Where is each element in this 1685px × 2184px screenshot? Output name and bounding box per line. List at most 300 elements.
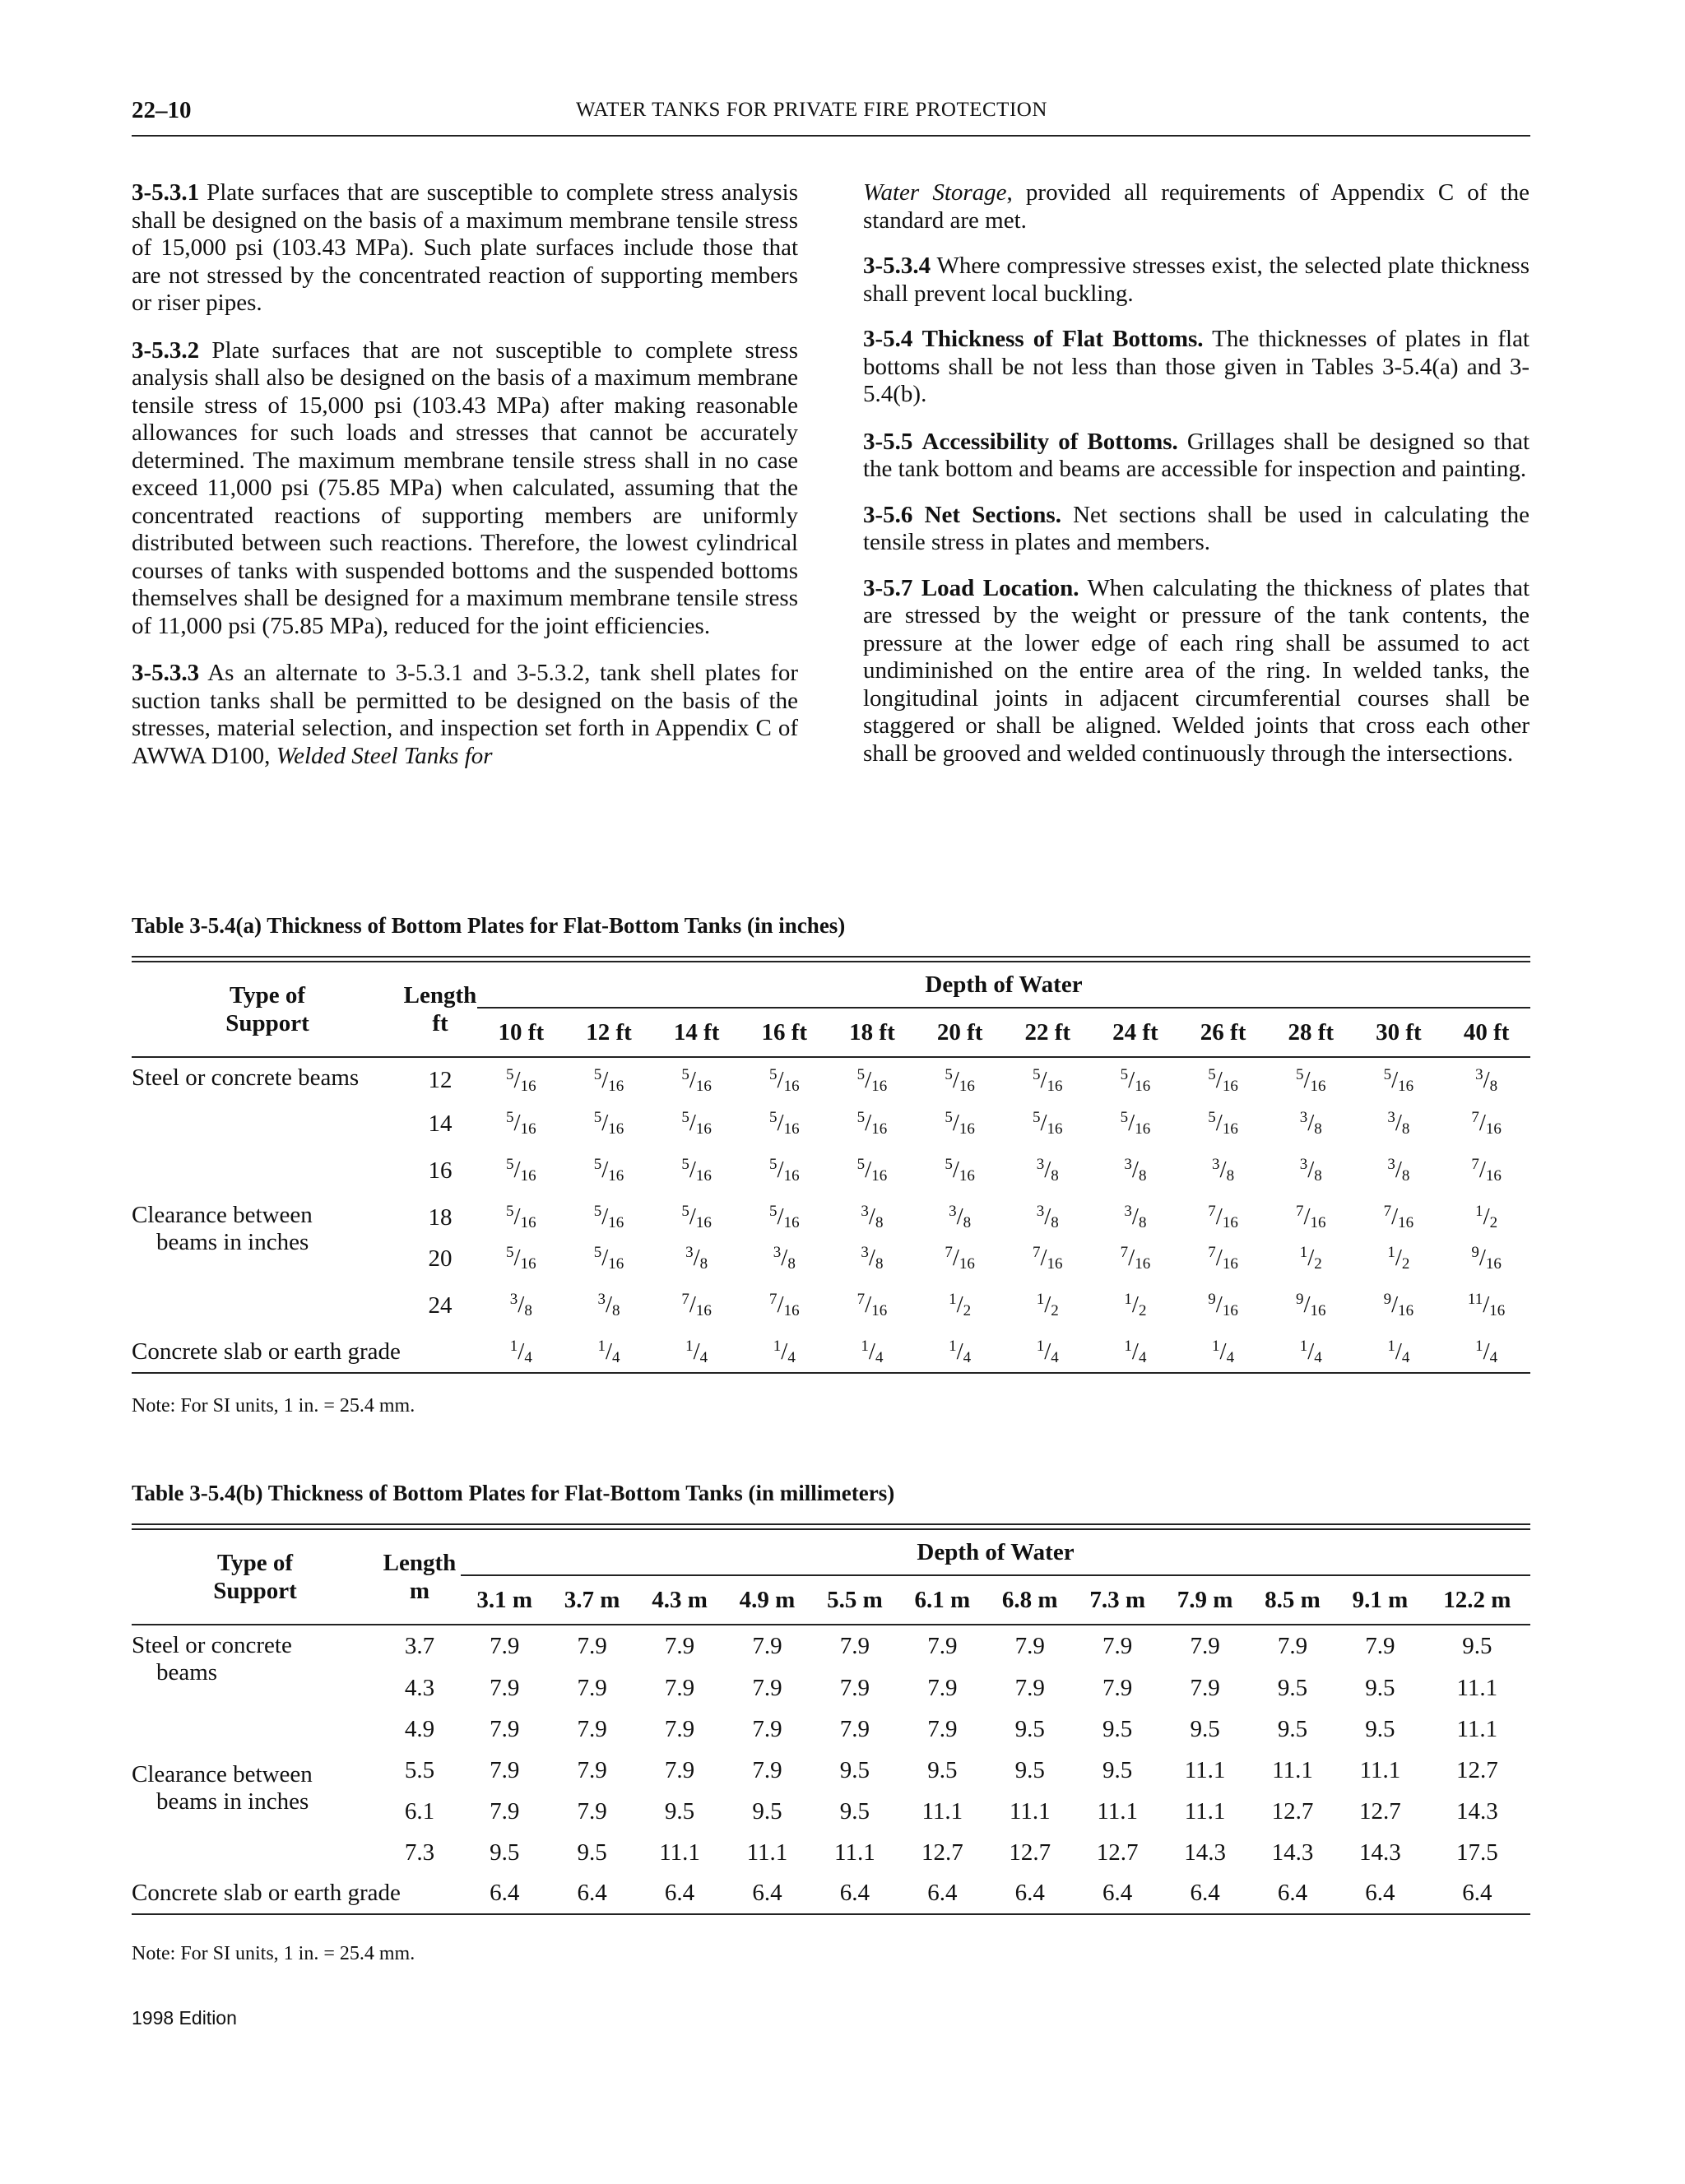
fraction-slash: / <box>952 1157 959 1183</box>
thickness-value: 7.9 <box>490 1715 520 1742</box>
numerator: 7 <box>769 1291 778 1308</box>
thickness-value <box>740 1057 829 1103</box>
thickness-value <box>1267 1238 1355 1279</box>
table-row <box>132 1332 1530 1373</box>
thickness-value <box>1355 1332 1443 1373</box>
paragraph-text: Net sections shall be used in calculating the tensile stress in plates and members. <box>863 501 1529 555</box>
depth-of-water-header: Depth of Water <box>461 1530 1530 1575</box>
fraction <box>510 1338 532 1365</box>
numerator: 7 <box>1208 1203 1216 1220</box>
thickness-value: 7.9 <box>490 1797 520 1825</box>
fraction <box>1121 1245 1151 1271</box>
reference-title: Water Storage <box>863 179 1007 206</box>
numerator: 5 <box>1208 1109 1216 1126</box>
thickness-value: 7.9 <box>752 1715 782 1742</box>
thickness-value: 6.4 <box>1074 1873 1161 1914</box>
thickness-value: 6.4 <box>986 1873 1074 1914</box>
fraction-slash: / <box>1478 1245 1486 1271</box>
thickness-value: 12.7 <box>1096 1839 1139 1866</box>
thickness-value <box>477 1279 565 1332</box>
fraction-slash: / <box>777 1066 784 1093</box>
fraction-slash: / <box>952 1110 959 1136</box>
numerator: 1 <box>1299 1337 1308 1355</box>
numerator: 1 <box>1036 1291 1045 1308</box>
numerator: 1 <box>861 1337 869 1355</box>
denominator: 16 <box>959 1077 975 1095</box>
denominator: 4 <box>524 1348 532 1366</box>
fraction <box>857 1157 888 1183</box>
fraction <box>1208 1291 1238 1318</box>
header-row <box>132 962 1530 1008</box>
fraction-slash: / <box>956 1291 963 1318</box>
thickness-value: 9.5 <box>1277 1674 1308 1701</box>
section-number: 3-5.5 <box>863 428 913 455</box>
denominator: 4 <box>1489 1348 1498 1366</box>
numerator: 5 <box>1032 1065 1041 1083</box>
thickness-value <box>477 1144 565 1197</box>
numerator: 3 <box>509 1291 518 1308</box>
length-value: 4.3 <box>404 1674 435 1701</box>
depth-column-header: 30 ft <box>1355 1008 1443 1057</box>
fraction-slash: / <box>513 1203 521 1230</box>
thickness-value: 9.5 <box>490 1839 520 1866</box>
denominator: 16 <box>520 1255 536 1273</box>
paragraph-3-5-4 <box>863 326 1529 409</box>
numerator: 5 <box>1032 1109 1041 1126</box>
numerator: 1 <box>1387 1244 1395 1261</box>
thickness-value <box>1267 1144 1355 1197</box>
fraction-slash: / <box>1044 1338 1051 1365</box>
fraction-slash: / <box>1483 1203 1490 1230</box>
denominator: 2 <box>963 1302 972 1319</box>
thickness-value: 7.9 <box>1190 1633 1220 1659</box>
thickness-value <box>1004 1197 1092 1238</box>
label-line: Clearance between <box>132 1202 313 1228</box>
fraction-slash: / <box>868 1338 875 1365</box>
thickness-value: 11.1 <box>1456 1715 1498 1742</box>
denominator: 4 <box>612 1348 620 1366</box>
fraction-slash: / <box>1307 1245 1315 1271</box>
denominator: 16 <box>608 1120 624 1138</box>
numerator: 7 <box>1120 1244 1129 1261</box>
fraction-slash: / <box>1303 1203 1311 1230</box>
fraction-slash: / <box>689 1291 696 1318</box>
fraction-slash: / <box>868 1203 875 1230</box>
thickness-value <box>565 1238 653 1279</box>
numerator: 1 <box>949 1337 957 1355</box>
denominator: 16 <box>1222 1077 1238 1095</box>
numerator: 5 <box>681 1156 689 1173</box>
fraction <box>1208 1110 1238 1136</box>
fraction-slash: / <box>513 1066 521 1093</box>
fraction-slash: / <box>1307 1110 1315 1136</box>
thickness-value <box>740 1279 829 1332</box>
numerator: 1 <box>1387 1337 1395 1355</box>
fraction <box>1475 1203 1497 1230</box>
fraction <box>1033 1110 1063 1136</box>
numerator: 3 <box>1387 1156 1395 1173</box>
fraction-slash: / <box>1483 1066 1490 1093</box>
paragraph-text: , provided all requirements of Appendix C of the standard are met. <box>863 179 1529 234</box>
thickness-value: 9.5 <box>1365 1674 1395 1701</box>
fraction <box>681 1203 712 1230</box>
fraction <box>681 1067 712 1093</box>
thickness-value <box>1179 1279 1267 1332</box>
numerator: 3 <box>949 1203 957 1220</box>
thickness-value <box>740 1103 829 1144</box>
support-type-label: Concrete slab or earth grade <box>132 1332 477 1373</box>
fraction-slash: / <box>513 1157 521 1183</box>
denominator: 16 <box>520 1167 536 1185</box>
fraction <box>1300 1245 1322 1271</box>
denominator: 16 <box>1310 1077 1326 1095</box>
fraction <box>945 1245 975 1271</box>
numerator: 5 <box>506 1244 514 1261</box>
denominator: 16 <box>959 1255 975 1273</box>
fraction <box>1471 1245 1502 1271</box>
thickness-value <box>1442 1144 1530 1197</box>
section-number: 3-5.3.4 <box>863 253 931 279</box>
thickness-value: 6.4 <box>548 1873 635 1914</box>
fraction <box>685 1338 708 1365</box>
fraction-slash: / <box>1391 1203 1399 1230</box>
header-line: ft <box>432 1010 448 1036</box>
label-line: Clearance between <box>132 1761 313 1788</box>
fraction <box>1296 1203 1326 1230</box>
fraction-slash: / <box>1215 1110 1223 1136</box>
support-type-label <box>132 1709 378 1873</box>
label-line: beams <box>156 1659 218 1686</box>
numerator: 3 <box>1299 1109 1308 1126</box>
depth-column-header: 14 ft <box>652 1008 740 1057</box>
fraction <box>773 1338 796 1365</box>
fraction-slash: / <box>952 1245 959 1271</box>
thickness-value: 6.4 <box>1249 1873 1336 1914</box>
denominator: 16 <box>520 1120 536 1138</box>
right-column <box>863 179 1529 786</box>
fraction <box>1037 1291 1059 1318</box>
denominator: 16 <box>1398 1077 1414 1095</box>
fraction-slash: / <box>1395 1338 1402 1365</box>
fraction-slash: / <box>1040 1245 1047 1271</box>
fraction-slash: / <box>1307 1157 1315 1183</box>
fraction-slash: / <box>865 1066 872 1093</box>
header-line: Support <box>213 1578 297 1604</box>
thickness-value <box>1355 1144 1443 1197</box>
fraction <box>1124 1157 1146 1183</box>
denominator: 8 <box>1138 1214 1147 1231</box>
thickness-value: 11.1 <box>834 1839 875 1866</box>
thickness-value: 14.3 <box>1455 1797 1498 1825</box>
numerator: 3 <box>685 1244 694 1261</box>
fraction <box>1212 1338 1234 1365</box>
numerator: 5 <box>945 1109 953 1126</box>
fraction <box>681 1291 712 1318</box>
denominator: 16 <box>783 1167 800 1185</box>
fraction <box>1384 1067 1414 1093</box>
numerator: 5 <box>593 1203 602 1220</box>
section-heading: Load Location. <box>921 574 1079 601</box>
fraction <box>1124 1203 1146 1230</box>
depth-column-header: 7.3 m <box>1074 1575 1161 1625</box>
numerator: 5 <box>1120 1109 1129 1126</box>
fraction-slash: / <box>1044 1157 1051 1183</box>
table-row <box>132 1144 1530 1197</box>
fraction <box>1475 1067 1497 1093</box>
fraction-slash: / <box>1215 1066 1223 1093</box>
fraction-slash: / <box>781 1338 788 1365</box>
thickness-value <box>1442 1332 1530 1373</box>
thickness-value <box>829 1103 917 1144</box>
denominator: 8 <box>1489 1077 1498 1095</box>
thickness-value: 11.1 <box>1272 1756 1313 1783</box>
fraction-slash: / <box>1395 1157 1402 1183</box>
fraction-slash: / <box>1391 1066 1399 1093</box>
thickness-value: 9.5 <box>1190 1715 1220 1742</box>
fraction-slash: / <box>1215 1291 1223 1318</box>
page-header <box>132 92 1530 137</box>
fraction-slash: / <box>1128 1110 1135 1136</box>
numerator: 5 <box>1208 1065 1216 1083</box>
fraction-slash: / <box>601 1245 609 1271</box>
numerator: 3 <box>1036 1203 1045 1220</box>
thickness-value <box>477 1057 565 1103</box>
fraction <box>769 1203 800 1230</box>
thickness-value <box>1267 1332 1355 1373</box>
thickness-value <box>1442 1279 1530 1332</box>
paragraph-text: The thicknesses of plates in flat bottoms shall be not less than those given in Tables 3-5.4(a) and 3-5.4(b). <box>863 326 1529 407</box>
thickness-value <box>652 1332 740 1373</box>
numerator: 7 <box>1383 1203 1392 1220</box>
numerator: 1 <box>949 1291 957 1308</box>
numerator: 7 <box>856 1291 866 1308</box>
fraction-slash: / <box>1483 1338 1490 1365</box>
thickness-value: 7.9 <box>577 1633 607 1659</box>
fraction-slash: / <box>1395 1245 1402 1271</box>
fraction-slash: / <box>868 1245 875 1271</box>
numerator: 3 <box>1212 1156 1220 1173</box>
fraction-slash: / <box>777 1110 784 1136</box>
denominator: 8 <box>1051 1167 1059 1185</box>
section-number: 3-5.3.2 <box>132 336 200 364</box>
fraction <box>861 1245 883 1271</box>
thickness-value: 7.9 <box>1014 1674 1045 1701</box>
fraction-slash: / <box>956 1203 963 1230</box>
fraction <box>1475 1338 1497 1365</box>
thickness-value: 7.9 <box>577 1756 607 1783</box>
table-row <box>132 1057 1530 1103</box>
thickness-value <box>565 1103 653 1144</box>
support-type-label: Steel or concrete beams <box>132 1064 360 1091</box>
thickness-value <box>652 1197 740 1238</box>
fraction <box>1121 1067 1151 1093</box>
denominator: 16 <box>695 1214 712 1231</box>
thickness-value <box>477 1238 565 1279</box>
fraction <box>506 1245 536 1271</box>
thickness-value: 7.9 <box>490 1756 520 1783</box>
thickness-value: 9.5 <box>1102 1756 1133 1783</box>
depth-column-header: 4.9 m <box>723 1575 810 1625</box>
paragraph-3-5-3-3 <box>132 660 798 770</box>
thickness-value <box>740 1197 829 1238</box>
fraction-slash: / <box>1478 1157 1486 1183</box>
numerator: 9 <box>1295 1291 1304 1308</box>
table-b-note: Note: For SI units, 1 in. = 25.4 mm. <box>132 1943 415 1964</box>
thickness-value: 9.5 <box>839 1756 870 1783</box>
thickness-value <box>1004 1238 1092 1279</box>
fraction <box>1384 1291 1414 1318</box>
numerator: 5 <box>856 1109 866 1126</box>
denominator: 8 <box>875 1255 884 1273</box>
denominator: 4 <box>699 1348 708 1366</box>
depth-column-header: 12.2 m <box>1424 1575 1530 1625</box>
table-a-note: Note: For SI units, 1 in. = 25.4 mm. <box>132 1395 415 1417</box>
depth-column-header: 20 ft <box>916 1008 1004 1057</box>
fraction <box>1121 1110 1151 1136</box>
depth-column-header: 40 ft <box>1442 1008 1530 1057</box>
fraction-slash: / <box>1131 1338 1139 1365</box>
numerator: 9 <box>1471 1244 1479 1261</box>
thickness-value <box>1267 1103 1355 1144</box>
fraction <box>506 1157 536 1183</box>
thickness-value <box>1092 1103 1180 1144</box>
thickness-value <box>1179 1197 1267 1238</box>
denominator: 16 <box>608 1077 624 1095</box>
numerator: 5 <box>769 1156 778 1173</box>
thickness-value: 7.9 <box>490 1674 520 1701</box>
fraction-slash: / <box>1131 1157 1139 1183</box>
thickness-value <box>829 1144 917 1197</box>
thickness-value: 7.9 <box>577 1797 607 1825</box>
thickness-value <box>652 1057 740 1103</box>
thickness-value <box>1092 1279 1180 1332</box>
fraction-slash: / <box>689 1203 696 1230</box>
depth-column-header: 4.3 m <box>636 1575 723 1625</box>
denominator: 16 <box>1135 1255 1151 1273</box>
edition-footer: 1998 Edition <box>132 2007 237 2029</box>
fraction-slash: / <box>601 1203 609 1230</box>
denominator: 16 <box>959 1167 975 1185</box>
denominator: 4 <box>1226 1348 1235 1366</box>
numerator: 5 <box>1295 1065 1304 1083</box>
thickness-value: 12.7 <box>1359 1797 1401 1825</box>
fraction-slash: / <box>956 1338 963 1365</box>
numerator: 3 <box>1475 1065 1483 1083</box>
table-row <box>132 1625 1530 1667</box>
fraction <box>949 1203 971 1230</box>
denominator: 4 <box>1314 1348 1322 1366</box>
left-column <box>132 179 798 788</box>
thickness-value: 11.1 <box>1184 1797 1226 1825</box>
denominator: 16 <box>695 1077 712 1095</box>
label-line: Steel or concrete <box>132 1632 292 1658</box>
numerator: 7 <box>1471 1156 1479 1173</box>
thickness-value: 12.7 <box>1009 1839 1051 1866</box>
reference-title: Welded Steel Tanks for <box>276 742 493 769</box>
denominator: 16 <box>520 1214 536 1231</box>
denominator: 16 <box>1485 1167 1502 1185</box>
fraction-slash: / <box>1044 1291 1051 1318</box>
thickness-value <box>1355 1238 1443 1279</box>
numerator: 3 <box>861 1203 869 1220</box>
thickness-value: 9.5 <box>1277 1715 1308 1742</box>
fraction <box>597 1338 620 1365</box>
fraction <box>949 1338 971 1365</box>
thickness-value: 7.9 <box>664 1674 695 1701</box>
numerator: 7 <box>1295 1203 1304 1220</box>
depth-column-header: 10 ft <box>477 1008 565 1057</box>
header-line: m <box>409 1578 430 1604</box>
thickness-value: 7.9 <box>1014 1633 1045 1659</box>
numerator: 5 <box>945 1065 953 1083</box>
depth-column-header: 5.5 m <box>811 1575 898 1625</box>
denominator: 2 <box>1051 1302 1059 1319</box>
thickness-value <box>740 1238 829 1279</box>
length-header <box>403 962 477 1057</box>
thickness-value <box>1004 1332 1092 1373</box>
thickness-value <box>916 1279 1004 1332</box>
fraction-slash: / <box>601 1157 609 1183</box>
denominator: 16 <box>871 1120 888 1138</box>
thickness-value <box>1442 1057 1530 1103</box>
fraction <box>861 1203 883 1230</box>
fraction-slash: / <box>777 1157 784 1183</box>
thickness-value <box>829 1279 917 1332</box>
denominator: 16 <box>1489 1302 1506 1319</box>
thickness-value <box>829 1197 917 1238</box>
length-value: 16 <box>428 1157 453 1184</box>
length-value: 18 <box>428 1203 453 1231</box>
thickness-value: 9.5 <box>1462 1633 1492 1659</box>
fraction-slash: / <box>1303 1066 1311 1093</box>
fraction <box>1296 1067 1326 1093</box>
thickness-value <box>565 1144 653 1197</box>
denominator: 4 <box>963 1348 972 1366</box>
paragraph-3-5-3-4 <box>863 253 1529 308</box>
denominator: 16 <box>783 1077 800 1095</box>
fraction-slash: / <box>1483 1291 1490 1318</box>
fraction <box>1208 1203 1238 1230</box>
depth-column-header: 8.5 m <box>1249 1575 1336 1625</box>
thickness-value: 12.7 <box>921 1839 963 1866</box>
thickness-value <box>1442 1103 1530 1144</box>
fraction <box>1208 1245 1238 1271</box>
fraction <box>1387 1157 1409 1183</box>
denominator: 16 <box>1310 1302 1326 1319</box>
numerator: 5 <box>593 1244 602 1261</box>
fraction-slash: / <box>1040 1110 1047 1136</box>
numerator: 7 <box>945 1244 953 1261</box>
table-body <box>132 1057 1530 1373</box>
numerator: 5 <box>681 1203 689 1220</box>
numerator: 5 <box>1120 1065 1129 1083</box>
fraction-slash: / <box>1215 1203 1223 1230</box>
fraction-slash: / <box>1303 1291 1311 1318</box>
thickness-value: 6.4 <box>461 1873 548 1914</box>
thickness-value: 7.9 <box>1190 1674 1220 1701</box>
length-value: 7.3 <box>404 1839 435 1866</box>
thickness-value: 7.9 <box>1365 1633 1395 1659</box>
type-of-support-header <box>132 962 403 1057</box>
header-line: Length <box>383 1550 457 1576</box>
fraction-slash: / <box>1128 1245 1135 1271</box>
thickness-value: 6.4 <box>811 1873 898 1914</box>
table-a <box>132 956 1530 1374</box>
thickness-value: 9.5 <box>839 1797 870 1825</box>
thickness-value: 9.5 <box>1014 1715 1045 1742</box>
numerator: 5 <box>593 1109 602 1126</box>
fraction <box>1387 1110 1409 1136</box>
